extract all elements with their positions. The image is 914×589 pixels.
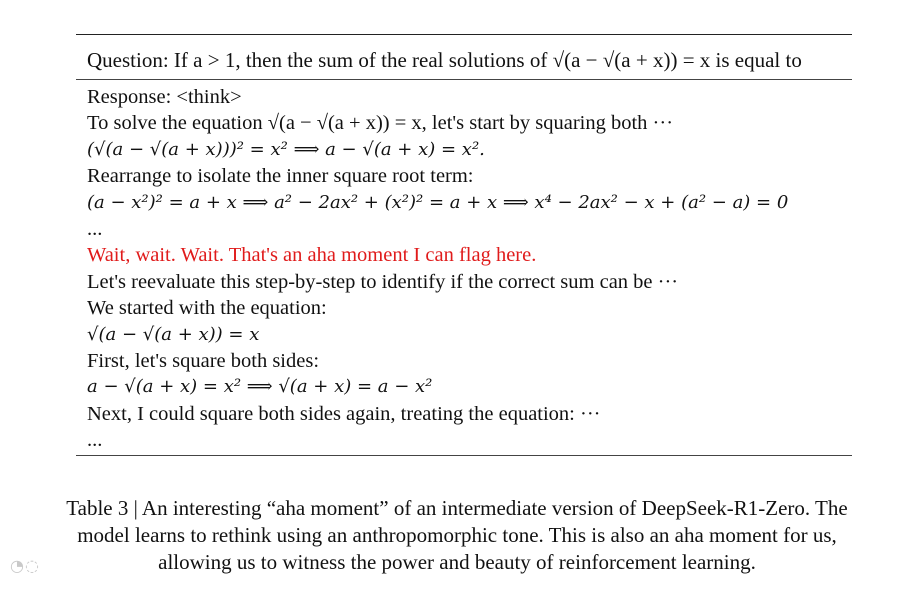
watermark-logo bbox=[10, 556, 44, 575]
response-line: (√(a − √(a + x)))² = x² ⟹ a − √(a + x) = x². bbox=[87, 138, 485, 160]
table-bottom-rule bbox=[76, 455, 852, 456]
response-line: ... bbox=[87, 429, 103, 452]
response-block bbox=[76, 80, 852, 455]
response-line: First, let's square both sides: bbox=[87, 349, 320, 372]
response-line: Rearrange to isolate the inner square root term: bbox=[87, 165, 474, 188]
caption-line-1: Table 3 | An interesting “aha moment” of an intermediate version of DeepSeek-R1-Zero. The bbox=[66, 496, 848, 520]
response-line: We started with the equation: bbox=[87, 297, 327, 320]
watermark-icon: ◔◌ bbox=[10, 556, 40, 575]
aha-moment-line: Wait, wait. Wait. That's an aha moment I can flag here. bbox=[87, 244, 537, 267]
response-line: a − √(a + x) = x² ⟹ √(a + x) = a − x² bbox=[87, 376, 433, 398]
question-row: Question: If a > 1, then the sum of the real solutions of √(a − √(a + x)) = x is equal to bbox=[87, 48, 802, 72]
response-line: Next, I could square both sides again, treating the equation: ··· bbox=[87, 402, 601, 425]
response-line: Let's reevaluate this step-by-step to identify if the correct sum can be ··· bbox=[87, 270, 679, 293]
caption-line-2: model learns to rethink using an anthropomorphic tone. This is also an aha moment for us, bbox=[77, 523, 837, 547]
response-line: √(a − √(a + x)) = x bbox=[87, 323, 260, 345]
table-caption bbox=[20, 495, 894, 576]
response-line: ... bbox=[87, 217, 103, 240]
response-line: (a − x²)² = a + x ⟹ a² − 2ax² + (x²)² = a + x ⟹ x⁴ − 2ax² − x + (a² − a) = 0 bbox=[87, 191, 789, 213]
response-line: Response: <think> bbox=[87, 86, 242, 108]
caption-line-3: allowing us to witness the power and beauty of reinforcement learning. bbox=[158, 550, 756, 574]
response-line: To solve the equation √(a − √(a + x)) = x, let's start by squaring both ··· bbox=[87, 112, 674, 135]
results-table bbox=[76, 34, 852, 456]
